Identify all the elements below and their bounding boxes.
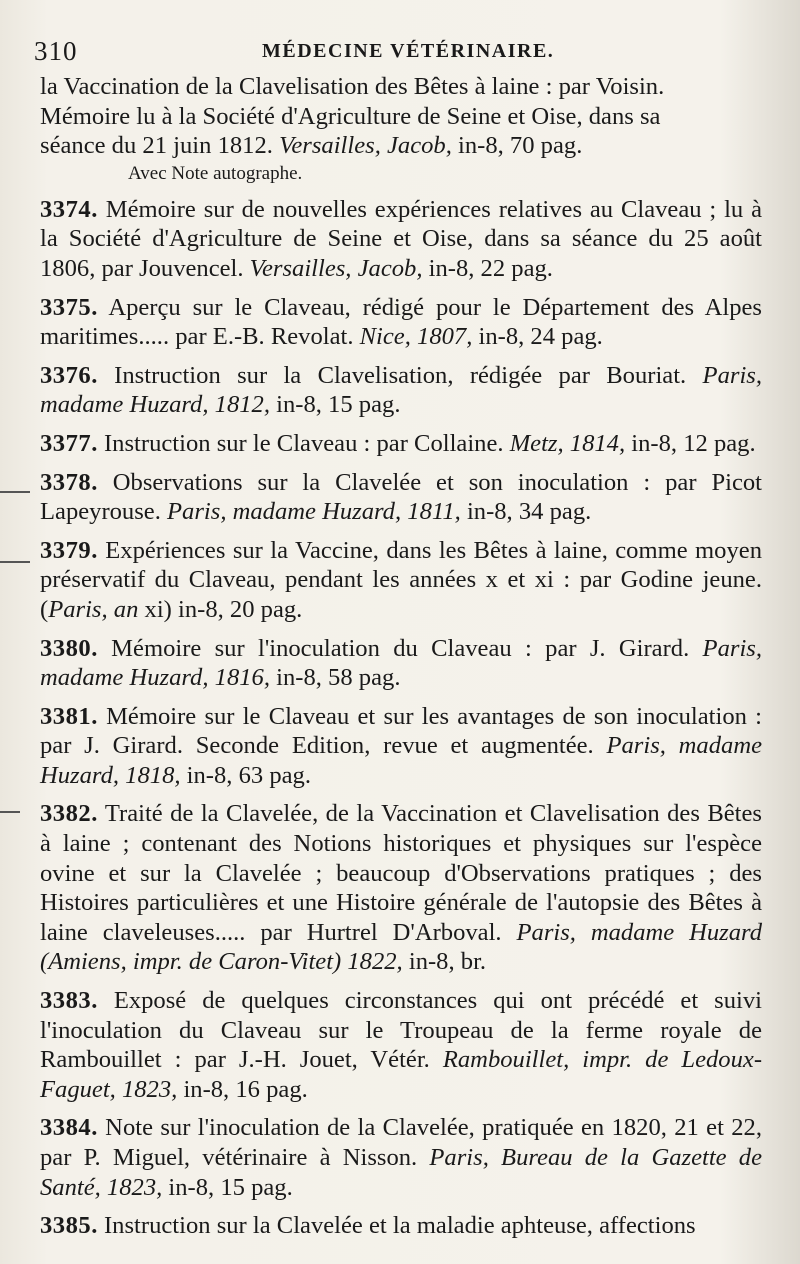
entry-3378 [40,468,762,527]
entry-continued [40,72,762,187]
entry-3383 [40,986,762,1104]
entry-imprint: Paris, madame Huzard, 1812, [40,361,762,419]
entry-3374 [40,195,762,284]
entry-3377 [40,429,762,459]
entry-number: 3375. [40,293,98,321]
entry-3384 [40,1113,762,1202]
entry-number: 3382. [40,800,98,828]
entry-number: 3384. [40,1114,98,1142]
page-header [34,36,784,70]
running-title: MÉDECINE VÉTÉRINAIRE. [262,40,555,62]
entry-3382 [40,799,762,977]
entry-number: 3374. [40,195,98,223]
margin-mark [0,811,20,813]
entry-text: Expériences sur la Vaccine, dans les Bêtes à laine, comme moyen préservatif du Claveau, pendant les années x et xi : par Godine jeune. ( [40,536,762,623]
entry-text: Mémoire sur l'inoculation du Claveau : par J. Girard. [97,634,703,662]
entry-imprint: Rambouillet, impr. de Ledoux-Faguet, 1823, [40,1046,763,1103]
entry-tail: in-8, 15 pag. [162,1173,293,1201]
entry-imprint: Paris, madame Huzard, 1811, [167,498,461,526]
entry-imprint: Versailles, Jacob, [279,132,452,160]
entry-number: 3380. [40,634,98,662]
entry-text: Observations sur la Clavelée et son inoculation : par Picot Lapeyrouse. [40,468,762,526]
entry-number: 3379. [40,536,98,564]
entry-tail: in-8, 12 pag. [625,429,756,457]
entry-note: Avec Note autographe. [128,162,303,184]
entry-line: séance du 21 juin 1812. [40,132,280,160]
entry-tail: xi) in-8, 20 pag. [138,595,303,623]
entry-3385 [40,1211,762,1241]
bibliography-list [40,72,762,1250]
entry-line: Mémoire lu à la Société d'Agriculture de Seine et Oise, dans sa [40,102,661,130]
entry-text: Aperçu sur le Claveau, rédigé pour le Département des Alpes maritimes..... par E.-B. Revolat. [40,293,762,351]
entry-text: Exposé de quelques circonstances qui ont précédé et suivi l'inoculation du Claveau sur le Troupeau de la ferme royale de Rambouillet : par J.-H. Jouet, Vétér. [40,987,762,1074]
entry-number: 3378. [40,468,98,496]
entry-tail: in-8, 63 pag. [180,761,311,789]
entry-imprint: Nice, 1807, [359,323,473,351]
margin-mark [0,561,30,563]
entry-line: la Vaccination de la Clavelisation des Bêtes à laine : par Voisin. [40,73,665,100]
entry-tail: in-8, 58 pag. [270,664,401,692]
page-number: 310 [34,36,78,66]
entry-number: 3381. [40,702,98,730]
entry-imprint: Paris, madame Huzard, 1818, [40,732,763,789]
entry-number: 3377. [40,429,98,457]
entry-tail: in-8, 15 pag. [270,391,401,419]
entry-tail: in-8, 24 pag. [472,323,603,351]
entry-text: Instruction sur la Clavelée et la maladie aphteuse, affections [97,1212,696,1240]
entry-imprint: Paris, Bureau de la Gazette de Santé, 1823, [40,1144,762,1201]
entry-3380 [40,634,762,693]
entry-text: Instruction sur la Clavelisation, rédigée par Bouriat. [97,361,703,389]
entry-tail: in-8, 70 pag. [451,132,583,160]
entry-imprint: Paris, an [48,595,139,623]
entry-text: Mémoire sur le Claveau et sur les avantages de son inoculation : par J. Girard. Seconde Edition, revue et augmentée. [40,702,762,760]
entry-text: Traité de la Clavelée, de la Vaccination et Clavelisation des Bêtes à laine ; contenant des Notions historiques et physiques sur l'espèce ovine et sur la Clavelée ; beaucoup d'Observations pratiques ; des Histoires particulières et une Histoire générale de l'autopsie des Bêtes à laine claveleuses..... par Hurtrel D'Arboval. [40,800,762,946]
entry-3381 [40,702,762,791]
entry-3376 [40,361,762,420]
entry-imprint: Metz, 1814, [509,429,626,457]
entry-text: Mémoire sur de nouvelles expériences relatives au Claveau ; lu à la Société d'Agriculture de Seine et Oise, dans sa séance du 25 août 1806, par Jouvencel. [40,195,762,282]
entry-text: Instruction sur le Claveau : par Collaine. [97,429,510,457]
entry-imprint: Paris, madame Huzard (Amiens, impr. de Caron-Vitet) 1822, [40,918,762,976]
entry-tail: in-8, 16 pag. [177,1075,308,1103]
entry-text: Note sur l'inoculation de la Clavelée, pratiquée en 1820, 21 et 22, par P. Miguel, vétérinaire à Nisson. [40,1114,762,1171]
margin-mark [0,491,30,493]
entry-tail: in-8, 34 pag. [460,498,592,526]
entry-3379 [40,536,762,625]
entry-imprint: Paris, madame Huzard, 1816, [40,634,762,692]
entry-3375 [40,293,762,352]
entry-imprint: Versailles, Jacob, [249,254,423,282]
entry-number: 3383. [40,987,98,1015]
entry-tail: in-8, 22 pag. [422,254,553,282]
entry-tail: in-8, br. [402,948,487,976]
entry-number: 3376. [40,361,98,389]
entry-number: 3385. [40,1212,98,1240]
